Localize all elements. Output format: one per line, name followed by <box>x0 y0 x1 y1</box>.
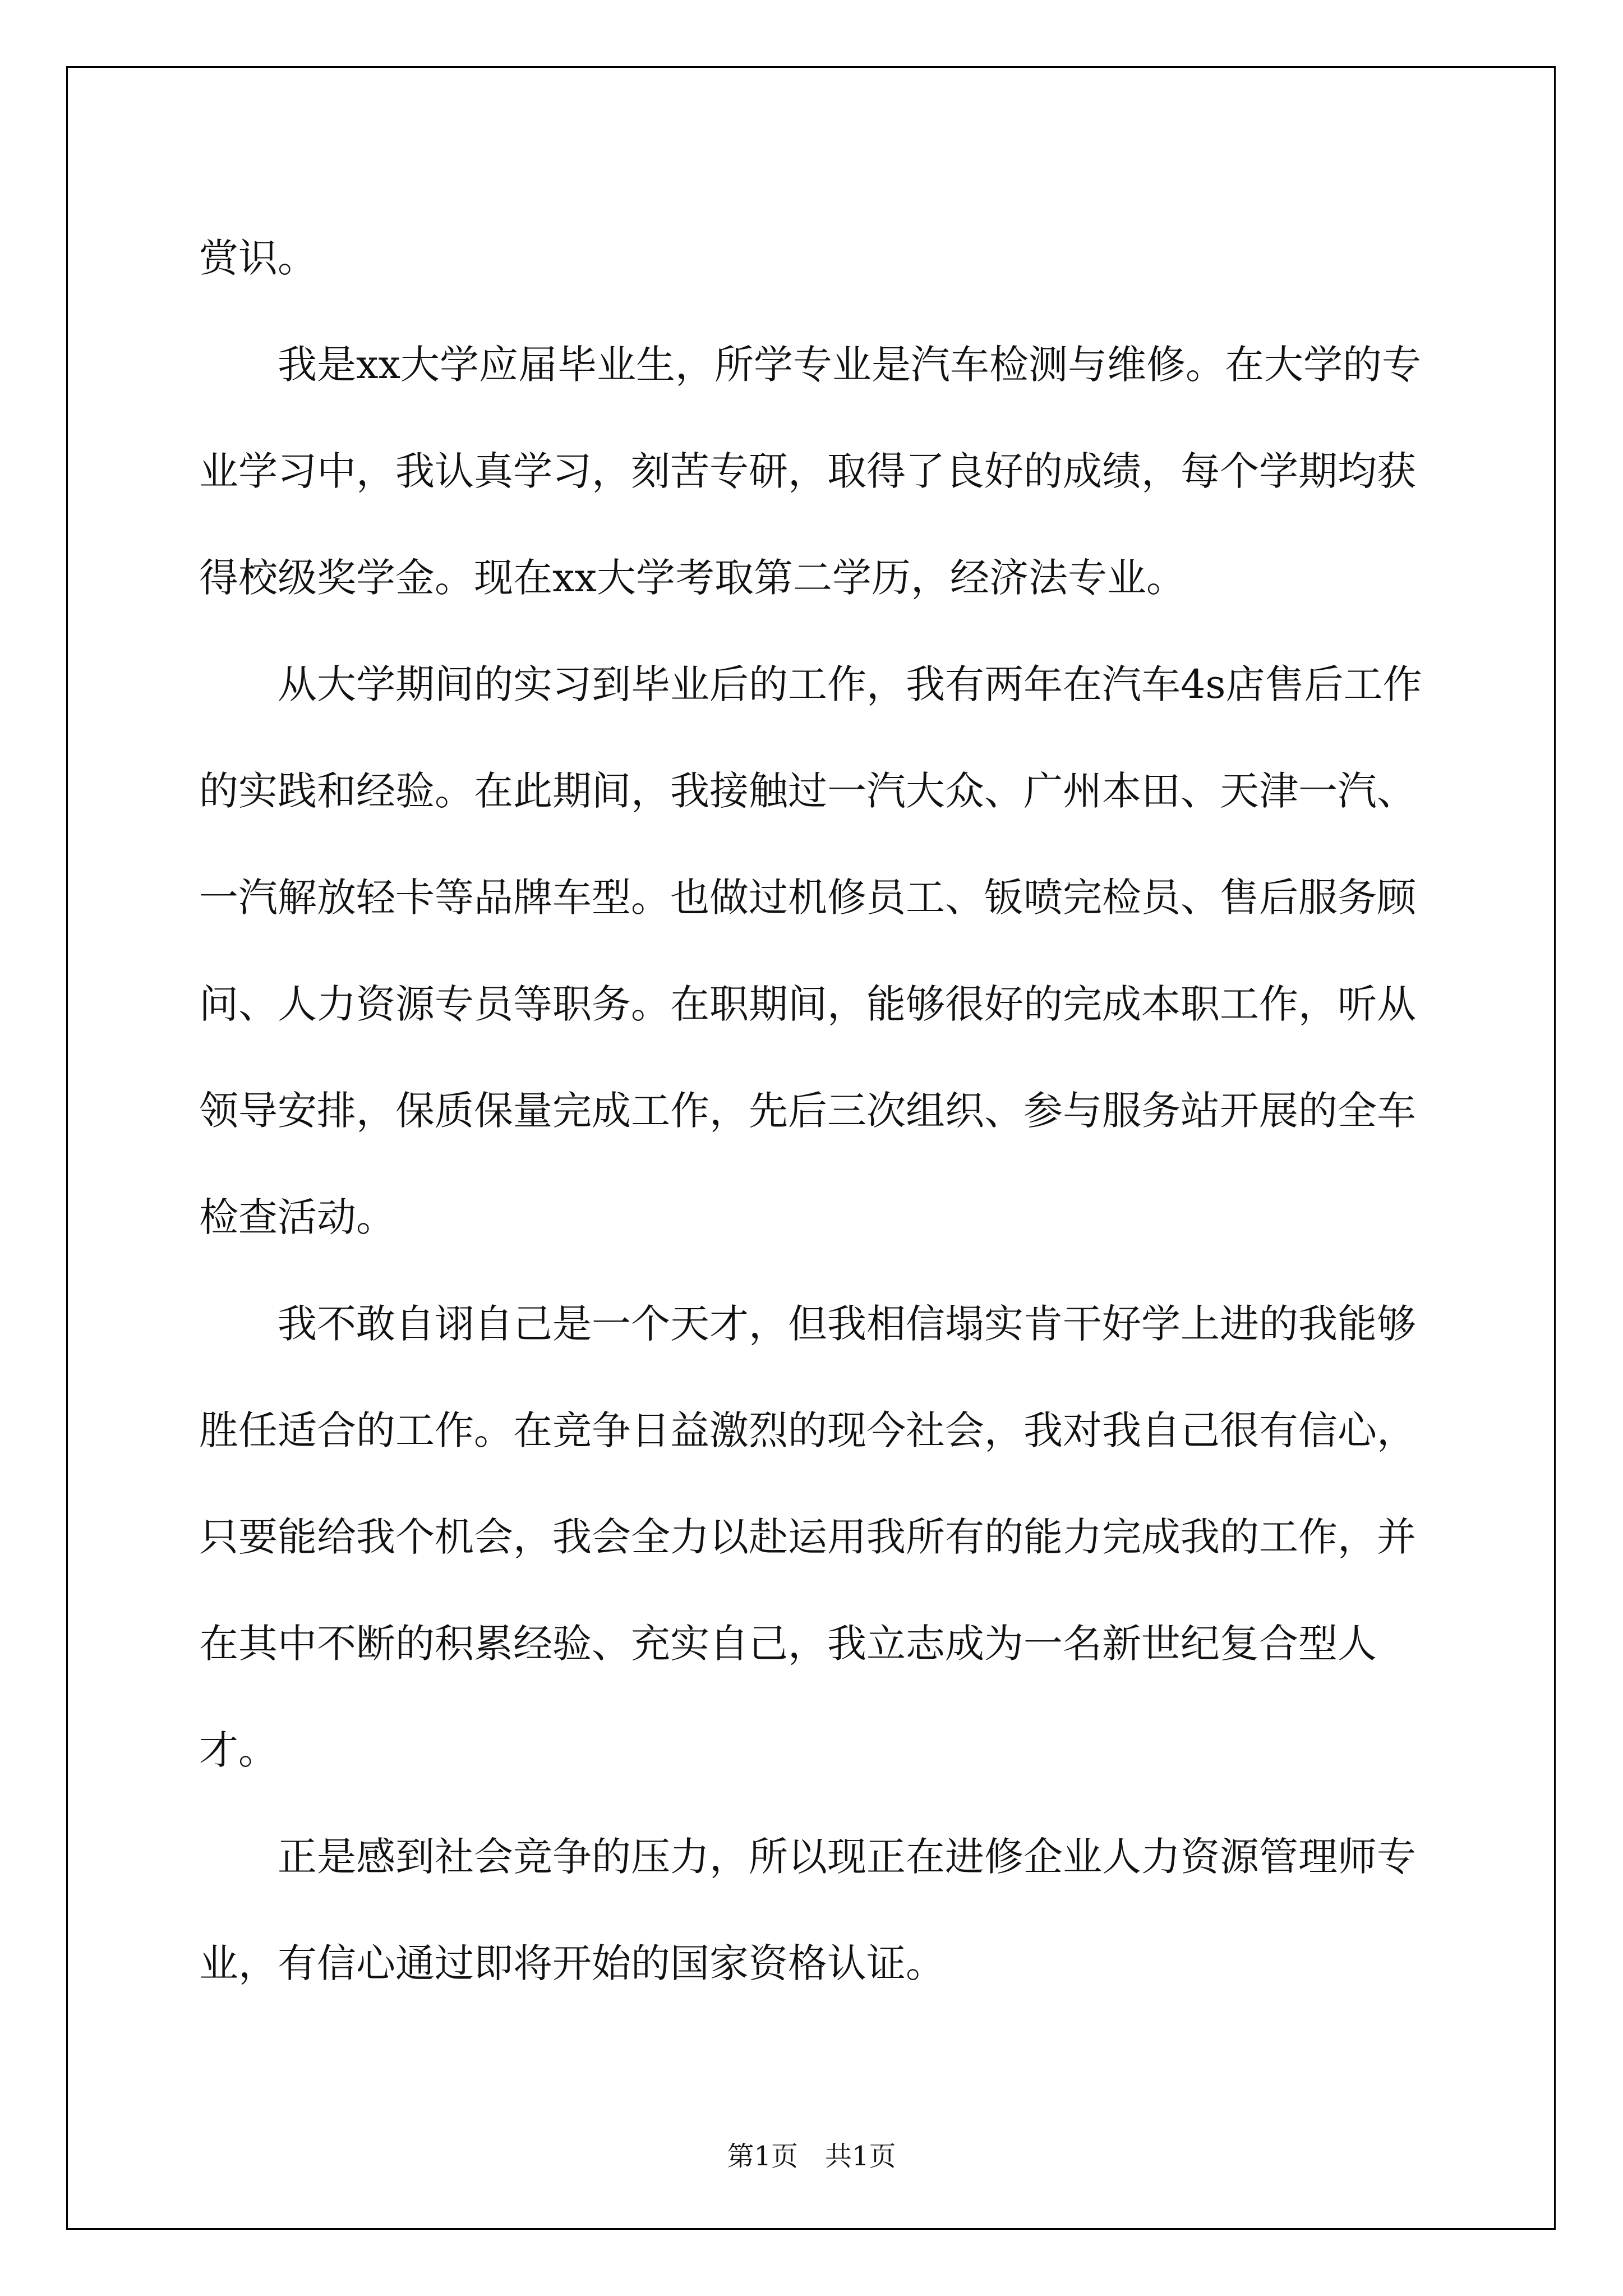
paragraph-3: 从大学期间的实习到毕业后的工作，我有两年在汽车4s店售后工作的实践和经验。在此期间，我接触过一汽大众、广州本田、天津一汽、一汽解放轻卡等品牌车型。也做过机修员工、钣喷完检员、售后服务顾问、人力资源专员等职务。在职期间，能够很好的完成本职工作，听从领导安排，保质保量完成工作，先后三次组织、参与服务站开展的全车检查活动。 <box>199 661 1422 1240</box>
paragraph-1: 赏识。 <box>199 235 317 281</box>
paragraph-2: 我是xx大学应届毕业生，所学专业是汽车检测与维修。在大学的专业学习中，我认真学习，刻苦专研，取得了良好的成绩，每个学期均获得校级奖学金。现在xx大学考取第二学历，经济法专业。 <box>199 342 1421 601</box>
paragraph-4: 我不敢自诩自己是一个天才，但我相信塌实肯干好学上进的我能够胜任适合的工作。在竞争日益激烈的现今社会，我对我自己很有信心，只要能给我个机会，我会全力以赴运用我所有的能力完成我的工作，并在其中不断的积累经验、充实自己，我立志成为一名新世纪复合型人才。 <box>199 1301 1416 1773</box>
paragraph-5: 正是感到社会竞争的压力，所以现正在进修企业人力资源管理师专业，有信心通过即将开始的国家资格认证。 <box>199 1834 1416 1986</box>
page-number-footer: 第1页 共1页 <box>727 2141 896 2172</box>
document-body <box>199 205 1433 2017</box>
